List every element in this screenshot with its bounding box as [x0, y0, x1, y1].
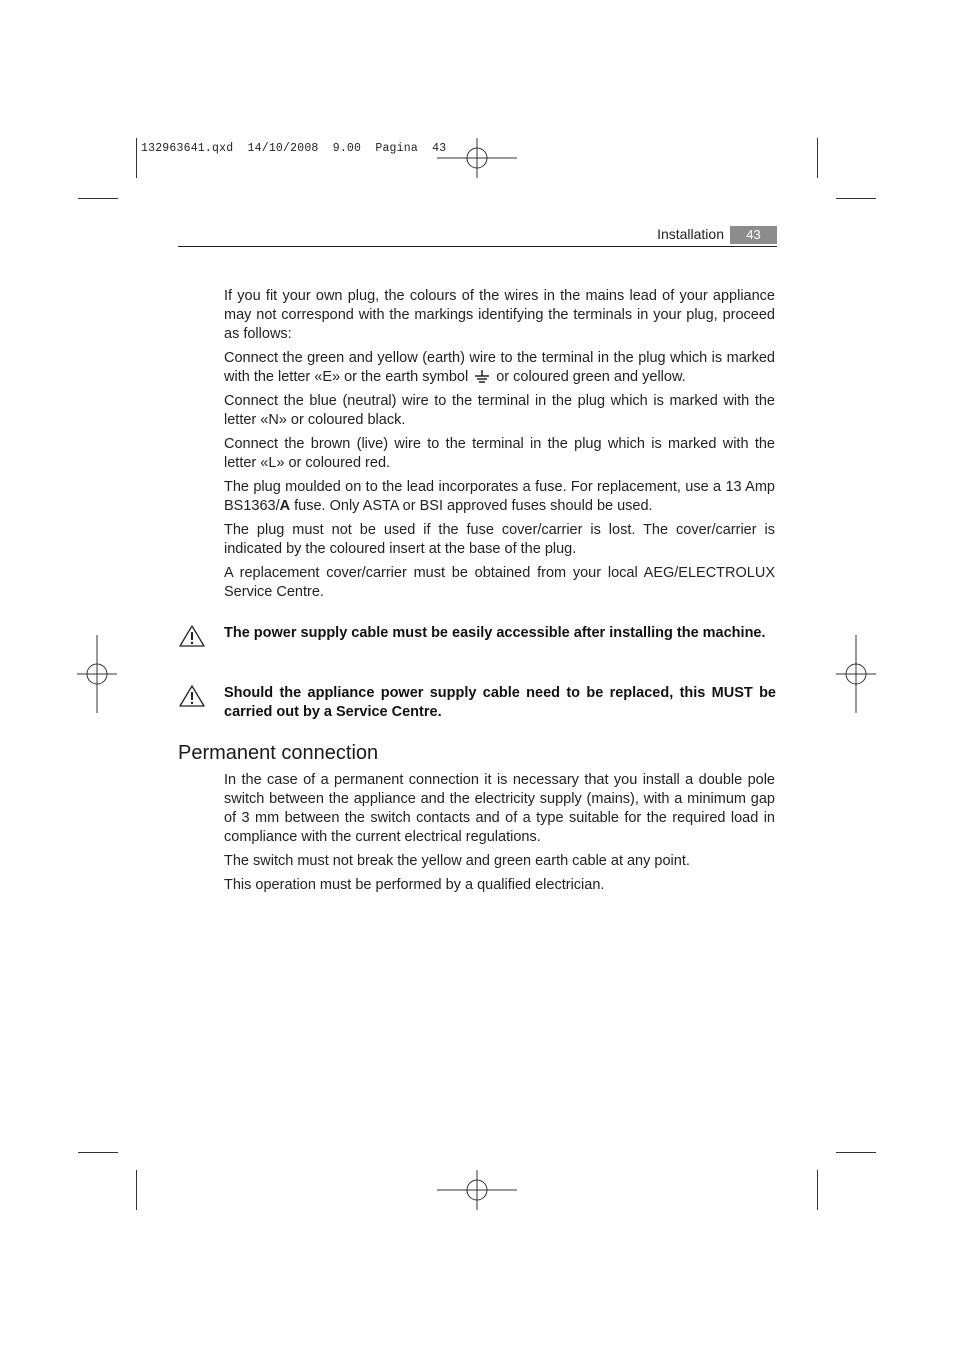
paragraph-text: Connect the green and yellow (earth) wire to the terminal in the plug which is marked with the letter «E» or the earth symbol: [224, 350, 775, 385]
registration-mark-icon: [836, 635, 876, 713]
paragraph: [224, 478, 775, 516]
crop-mark: [78, 1152, 118, 1153]
warning-text: Should the appliance power supply cable need to be replaced, this MUST be carried out by a Service Centre.: [224, 685, 776, 720]
warning-note: [178, 684, 778, 722]
crop-mark: [836, 198, 876, 199]
crop-mark: [136, 138, 137, 178]
paragraph: [224, 349, 775, 387]
paragraph: In the case of a permanent connection it is necessary that you install a double pole switch between the appliance and the electricity supply (mains), with a minimum gap of 3 mm between the switch contacts and of a type suitable for the required load in compliance with the current electrical regulations.: [224, 772, 775, 845]
earth-ground-icon: [474, 370, 490, 384]
print-slug: 132963641.qxd 14/10/2008 9.00 Pagina 43: [141, 142, 447, 155]
paragraph: Connect the blue (neutral) wire to the terminal in the plug which is marked with the letter «N» or coloured black.: [224, 393, 775, 428]
paragraph: This operation must be performed by a qualified electrician.: [224, 877, 605, 893]
header-rule: [178, 246, 777, 247]
plug-instructions: [224, 287, 775, 607]
registration-mark-icon: [77, 635, 117, 713]
warning-text: The power supply cable must be easily accessible after installing the machine.: [224, 625, 766, 641]
paragraph: The switch must not break the yellow and green earth cable at any point.: [224, 853, 690, 869]
paragraph: The plug must not be used if the fuse cover/carrier is lost. The cover/carrier is indicated by the coloured insert at the base of the plug.: [224, 522, 775, 557]
crop-mark: [817, 1170, 818, 1210]
crop-mark: [136, 1170, 137, 1210]
registration-mark-icon: [437, 1170, 517, 1210]
paragraph: A replacement cover/carrier must be obtained from your local AEG/ELECTROLUX Service Centre.: [224, 565, 775, 600]
crop-mark: [78, 198, 118, 199]
section-title: Permanent connection: [178, 742, 379, 764]
crop-mark: [817, 138, 818, 178]
warning-triangle-icon: [178, 624, 206, 648]
crop-mark: [836, 1152, 876, 1153]
warning-note: [178, 624, 778, 653]
paragraph-text: The plug moulded on to the lead incorporates a fuse. For replacement, use a 13 Amp BS1363/: [224, 479, 775, 514]
page-number-badge: 43: [730, 226, 777, 244]
paragraph: If you fit your own plug, the colours of the wires in the mains lead of your appliance may not correspond with the markings identifying the terminals in your plug, proceed as follows:: [224, 288, 775, 342]
permanent-connection-text: [224, 771, 775, 900]
registration-mark-icon: [437, 138, 517, 178]
paragraph: Connect the brown (live) wire to the terminal in the plug which is marked with the letter «L» or coloured red.: [224, 436, 775, 471]
warning-triangle-icon: [178, 684, 206, 708]
paragraph-text: or coloured green and yellow.: [496, 369, 686, 385]
paragraph-text: fuse. Only ASTA or BSI approved fuses should be used.: [290, 498, 653, 514]
running-header-section: Installation: [657, 226, 724, 242]
bsi-approval-symbol: A: [279, 498, 291, 514]
